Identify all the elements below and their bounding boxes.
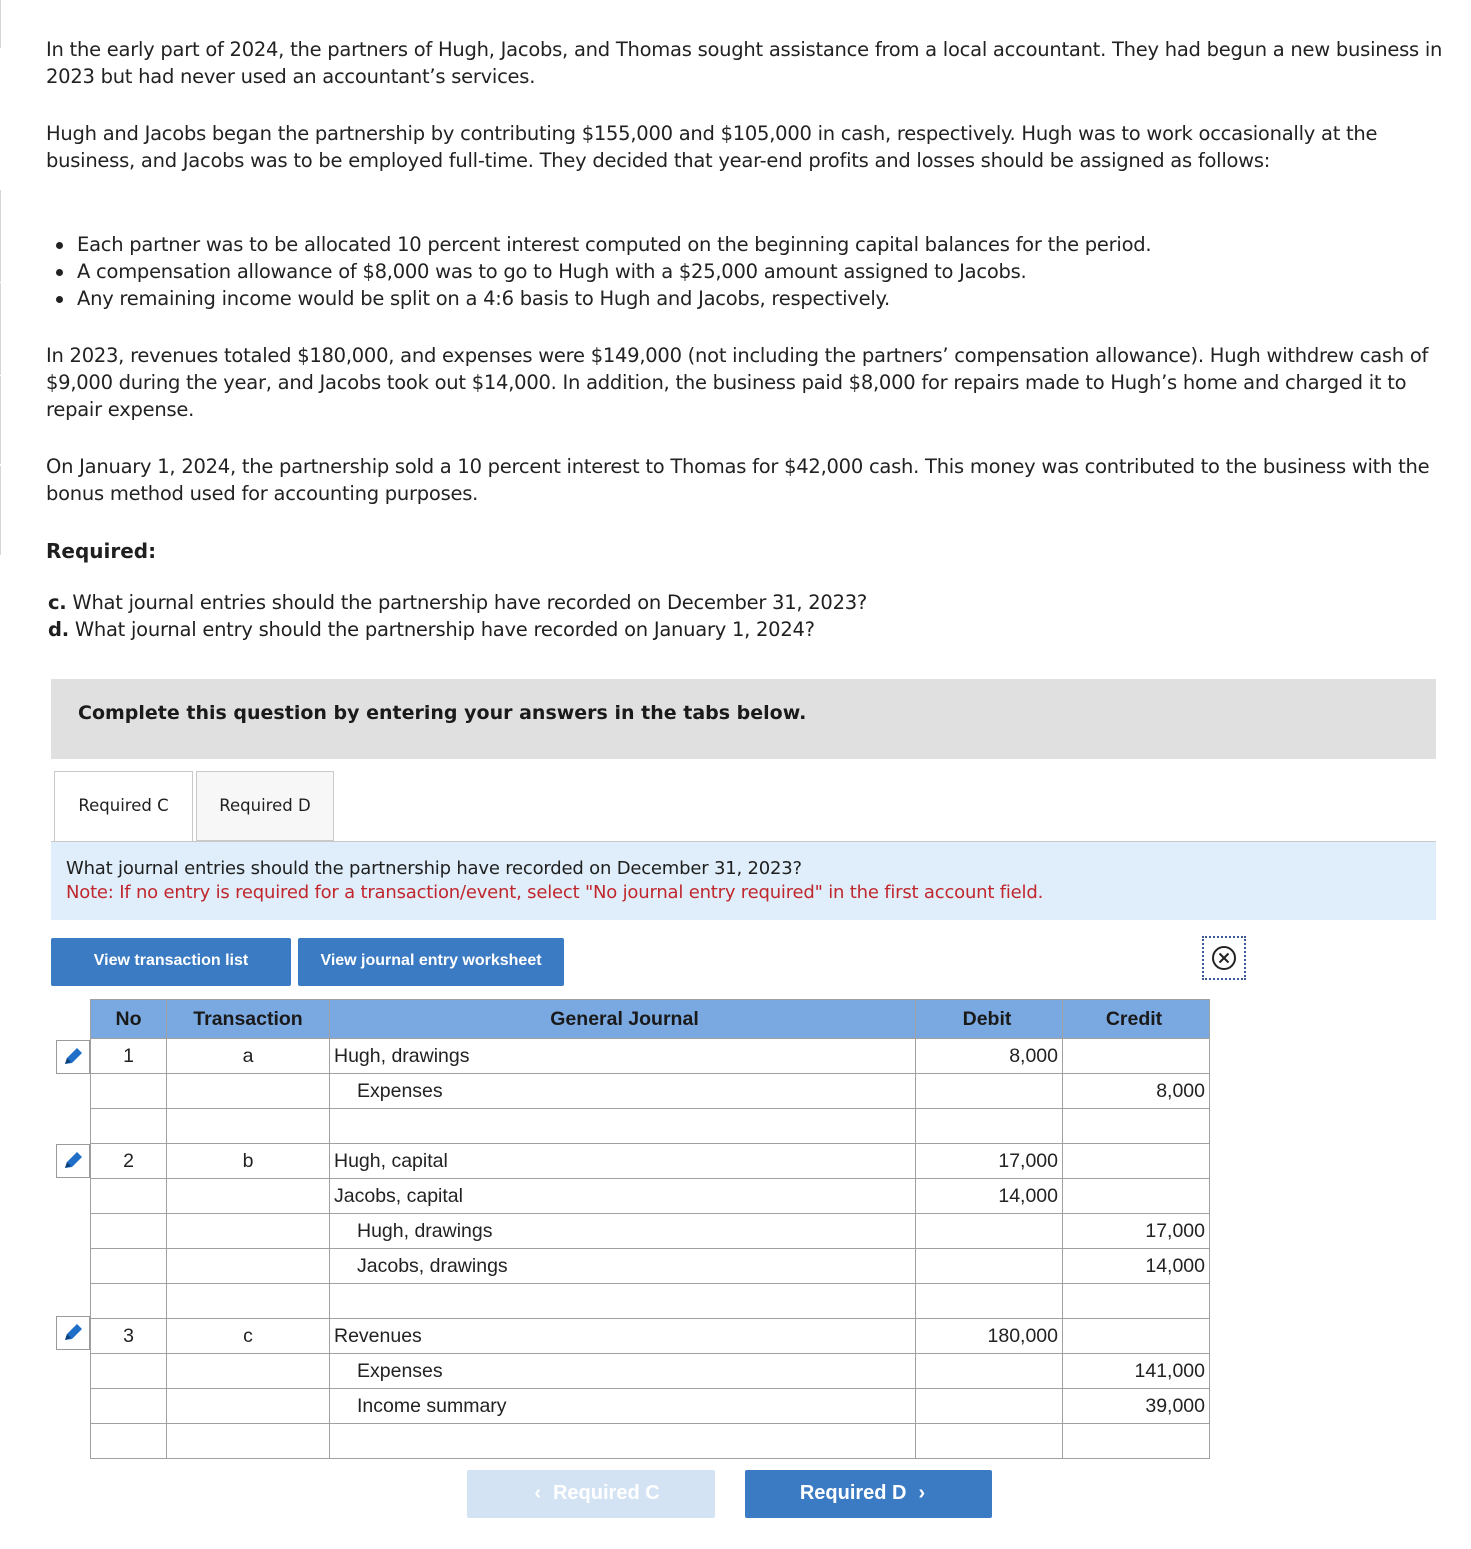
table-row (91, 1354, 1210, 1389)
tab-required-c[interactable]: Required C (54, 771, 193, 842)
table-row (91, 1074, 1210, 1109)
cell-credit[interactable] (1063, 1319, 1210, 1354)
problem-paragraph-4: On January 1, 2024, the partnership sold a 10 percent interest to Thomas for $42,000 cash. This money was contributed to the business with the bonus method used for accounting purposes. (46, 455, 1430, 505)
cell-account[interactable] (330, 1214, 916, 1249)
cell-no[interactable] (91, 1249, 167, 1284)
cell-transaction[interactable] (167, 1389, 330, 1424)
instructions-question: What journal entries should the partnership have recorded on December 31, 2023? (66, 858, 802, 879)
col-header-credit: Credit (1063, 1000, 1210, 1039)
cell-transaction[interactable] (167, 1424, 330, 1459)
cell-transaction[interactable] (167, 1249, 330, 1284)
cell-no[interactable] (91, 1389, 167, 1424)
cell-account[interactable] (330, 1389, 916, 1424)
cell-debit[interactable] (916, 1389, 1063, 1424)
cell-no[interactable] (91, 1074, 167, 1109)
cell-account[interactable] (330, 1424, 916, 1459)
list-item: Any remaining income would be split on a 4:6 basis to Hugh and Jacobs, respectively. (46, 285, 1151, 312)
account-name: Jacobs, drawings (357, 1254, 508, 1277)
instruction-banner (51, 679, 1436, 759)
problem-paragraph-1: In the early part of 2024, the partners of Hugh, Jacobs, and Thomas sought assistance from a local accountant. They had begun a new business in 2023 but had never used an accountant’s services. (46, 38, 1443, 88)
pencil-icon (62, 1323, 84, 1343)
cell-debit[interactable]: 180,000 (916, 1319, 1063, 1354)
cell-debit[interactable] (916, 1354, 1063, 1389)
chevron-right-icon: › (918, 1482, 926, 1504)
close-button[interactable] (1202, 936, 1246, 980)
problem-paragraph-2: Hugh and Jacobs began the partnership by contributing $155,000 and $105,000 in cash, respectively. Hugh was to work occasionally at the business, and Jacobs was to be employed full-time. They decided that year-end profits and losses should be assigned as follows: (46, 122, 1378, 172)
next-label: Required D (799, 1482, 907, 1504)
required-heading: Required: (46, 539, 157, 563)
edit-entry-3-button[interactable] (56, 1316, 90, 1350)
cell-credit[interactable] (1063, 1144, 1210, 1179)
account-name: Income summary (357, 1394, 507, 1417)
col-header-general-journal: General Journal (330, 1000, 916, 1039)
question-c (48, 589, 867, 616)
cell-credit[interactable] (1063, 1109, 1210, 1144)
cell-account[interactable] (330, 1319, 916, 1354)
cell-no[interactable] (91, 1109, 167, 1144)
cell-credit[interactable] (1063, 1039, 1210, 1074)
question-d (48, 616, 815, 643)
banner-text: Complete this question by entering your answers in the tabs below. (78, 702, 807, 724)
table-row (91, 1319, 1210, 1354)
cell-debit[interactable] (916, 1214, 1063, 1249)
cell-credit[interactable] (1063, 1179, 1210, 1214)
question-d-text: What journal entry should the partnership have recorded on January 1, 2024? (74, 618, 815, 641)
edit-entry-2-button[interactable] (56, 1144, 90, 1178)
account-name: Revenues (334, 1324, 422, 1347)
cell-credit[interactable] (1063, 1284, 1210, 1319)
general-journal-table (90, 999, 1210, 1459)
pencil-icon (62, 1047, 84, 1067)
prev-required-c-button (467, 1470, 715, 1518)
account-name: Hugh, capital (334, 1149, 448, 1172)
question-c-label: c. (48, 591, 67, 614)
pencil-icon (62, 1151, 84, 1171)
list-item: A compensation allowance of $8,000 was to go to Hugh with a $25,000 amount assigned to Jacobs. (46, 258, 1151, 285)
cell-account[interactable] (330, 1039, 916, 1074)
cell-debit[interactable]: 8,000 (916, 1039, 1063, 1074)
cell-credit[interactable]: 17,000 (1063, 1214, 1210, 1249)
allocation-rules-list (46, 231, 1151, 312)
cell-account[interactable] (330, 1074, 916, 1109)
cell-transaction[interactable]: b (167, 1144, 330, 1179)
table-row (91, 1144, 1210, 1179)
question-c-text: What journal entries should the partnership have recorded on December 31, 2023? (72, 591, 867, 614)
cell-debit[interactable] (916, 1284, 1063, 1319)
table-row (91, 1389, 1210, 1424)
account-name: Hugh, drawings (357, 1219, 493, 1242)
cell-transaction[interactable] (167, 1284, 330, 1319)
tab-instructions (51, 842, 1436, 920)
cell-no[interactable]: 1 (91, 1039, 167, 1074)
prev-label: Required C (552, 1482, 660, 1504)
cell-transaction[interactable]: c (167, 1319, 330, 1354)
account-name: Expenses (357, 1359, 443, 1382)
cell-transaction[interactable] (167, 1214, 330, 1249)
cell-debit[interactable] (916, 1249, 1063, 1284)
tab-required-d[interactable]: Required D (196, 771, 334, 841)
next-required-d-button[interactable] (745, 1470, 992, 1518)
table-row (91, 1249, 1210, 1284)
cell-account[interactable] (330, 1284, 916, 1319)
col-header-transaction: Transaction (167, 1000, 330, 1039)
cell-account[interactable] (330, 1249, 916, 1284)
cell-credit[interactable]: 8,000 (1063, 1074, 1210, 1109)
cell-no[interactable] (91, 1424, 167, 1459)
cell-credit[interactable]: 141,000 (1063, 1354, 1210, 1389)
cell-credit[interactable] (1063, 1424, 1210, 1459)
cell-debit[interactable]: 17,000 (916, 1144, 1063, 1179)
table-row (91, 1214, 1210, 1249)
cell-transaction[interactable] (167, 1354, 330, 1389)
chevron-left-icon: ‹ (534, 1482, 541, 1504)
problem-paragraph-3: In 2023, revenues totaled $180,000, and expenses were $149,000 (not including the partners’ compensation allowance). Hugh withdrew cash of $9,000 during the year, and Jacobs took out $14,000. In addition, the business paid $8,000 for repairs made to Hugh’s home and charged it to repair expense. (46, 344, 1429, 421)
cell-no[interactable] (91, 1284, 167, 1319)
table-row (91, 1039, 1210, 1074)
cell-debit[interactable]: 14,000 (916, 1179, 1063, 1214)
view-transaction-list-button[interactable]: View transaction list (51, 938, 291, 986)
cell-debit[interactable] (916, 1074, 1063, 1109)
cell-no[interactable] (91, 1354, 167, 1389)
cell-debit[interactable] (916, 1424, 1063, 1459)
cell-no[interactable] (91, 1179, 167, 1214)
cell-transaction[interactable] (167, 1074, 330, 1109)
cell-no[interactable]: 2 (91, 1144, 167, 1179)
col-header-no: No (91, 1000, 167, 1039)
view-journal-worksheet-button[interactable]: View journal entry worksheet (298, 938, 564, 986)
table-row (91, 1179, 1210, 1214)
cell-transaction[interactable] (167, 1109, 330, 1144)
cell-account[interactable] (330, 1144, 916, 1179)
table-header-row (91, 1000, 1210, 1039)
cell-transaction[interactable] (167, 1179, 330, 1214)
table-row (91, 1284, 1210, 1319)
cell-no[interactable]: 3 (91, 1319, 167, 1354)
cell-transaction[interactable]: a (167, 1039, 330, 1074)
account-name: Hugh, drawings (334, 1044, 470, 1067)
cell-account[interactable] (330, 1354, 916, 1389)
edit-entry-1-button[interactable] (56, 1040, 90, 1074)
account-name: Expenses (357, 1079, 443, 1102)
list-item: Each partner was to be allocated 10 percent interest computed on the beginning capital balances for the period. (46, 231, 1151, 258)
cell-no[interactable] (91, 1214, 167, 1249)
cell-credit[interactable]: 39,000 (1063, 1389, 1210, 1424)
table-row (91, 1109, 1210, 1144)
cell-account[interactable] (330, 1109, 916, 1144)
cell-debit[interactable] (916, 1109, 1063, 1144)
close-circle-icon (1211, 945, 1237, 971)
left-rule (0, 0, 4, 555)
cell-credit[interactable]: 14,000 (1063, 1249, 1210, 1284)
cell-account[interactable] (330, 1179, 916, 1214)
col-header-debit: Debit (916, 1000, 1063, 1039)
table-row (91, 1424, 1210, 1459)
instructions-note: Note: If no entry is required for a transaction/event, select "No journal entry required" in the first account field. (66, 882, 1044, 903)
question-d-label: d. (48, 618, 69, 641)
account-name: Jacobs, capital (334, 1184, 463, 1207)
